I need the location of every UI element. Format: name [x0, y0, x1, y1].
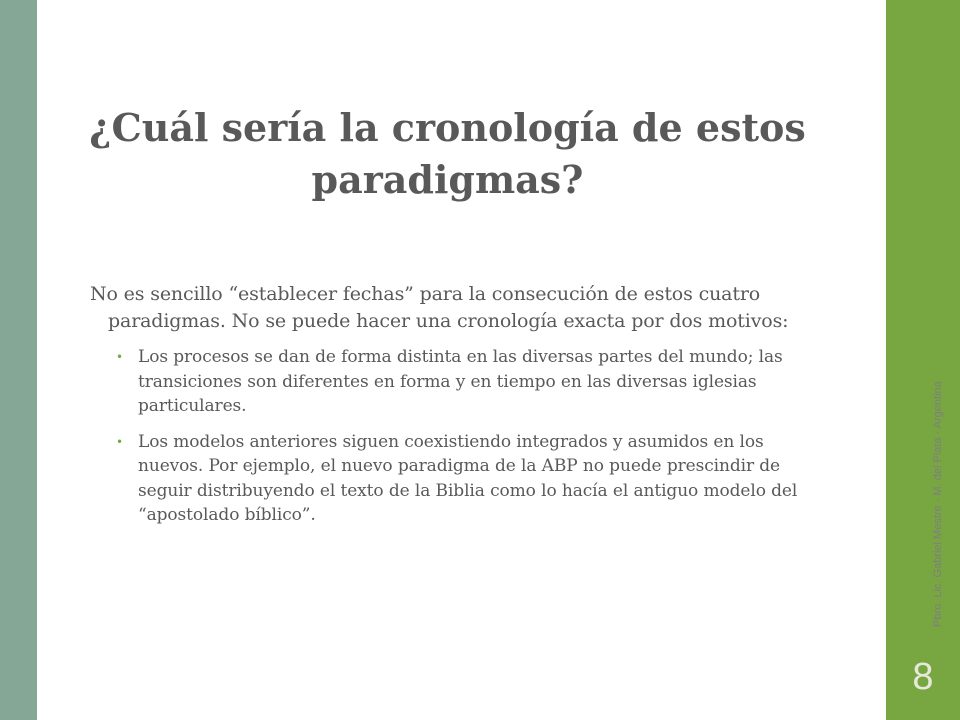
- footer-author-text: Pbro. Lic. Gabriel Mestre - M. del Plata - Argentina: [932, 381, 944, 627]
- right-decorative-band: [886, 0, 960, 720]
- bullet-dot-icon: •: [116, 434, 123, 449]
- intro-paragraph: No es sencillo “establecer fechas” para la consecución de estos cuatro paradigmas. No se puede hacer una cronología exacta por dos motivos:: [90, 283, 789, 332]
- bullet-item: [90, 345, 820, 419]
- slide-number: 8: [912, 656, 934, 698]
- left-decorative-band: [0, 0, 37, 720]
- bullet-item: [90, 430, 820, 528]
- bullet-dot-icon: •: [116, 350, 123, 364]
- bullet-text: Los modelos anteriores siguen coexistiendo integrados y asumidos en los nuevos. Por ejemplo, el nuevo paradigma de la ABP no puede prescindir de seguir distribuyendo el texto de la Biblia como lo hacía el antiguo modelo del “apostolado bíblico”.: [138, 431, 798, 525]
- bullet-text: Los procesos se dan de forma distinta en las diversas partes del mundo; las transiciones son diferentes en forma y en tiempo en las diversas iglesias particulares.: [138, 347, 783, 416]
- bullet-list: [90, 345, 820, 528]
- slide-title: ¿Cuál sería la cronología de estos paradigmas?: [89, 105, 806, 202]
- slide-body: [90, 281, 820, 539]
